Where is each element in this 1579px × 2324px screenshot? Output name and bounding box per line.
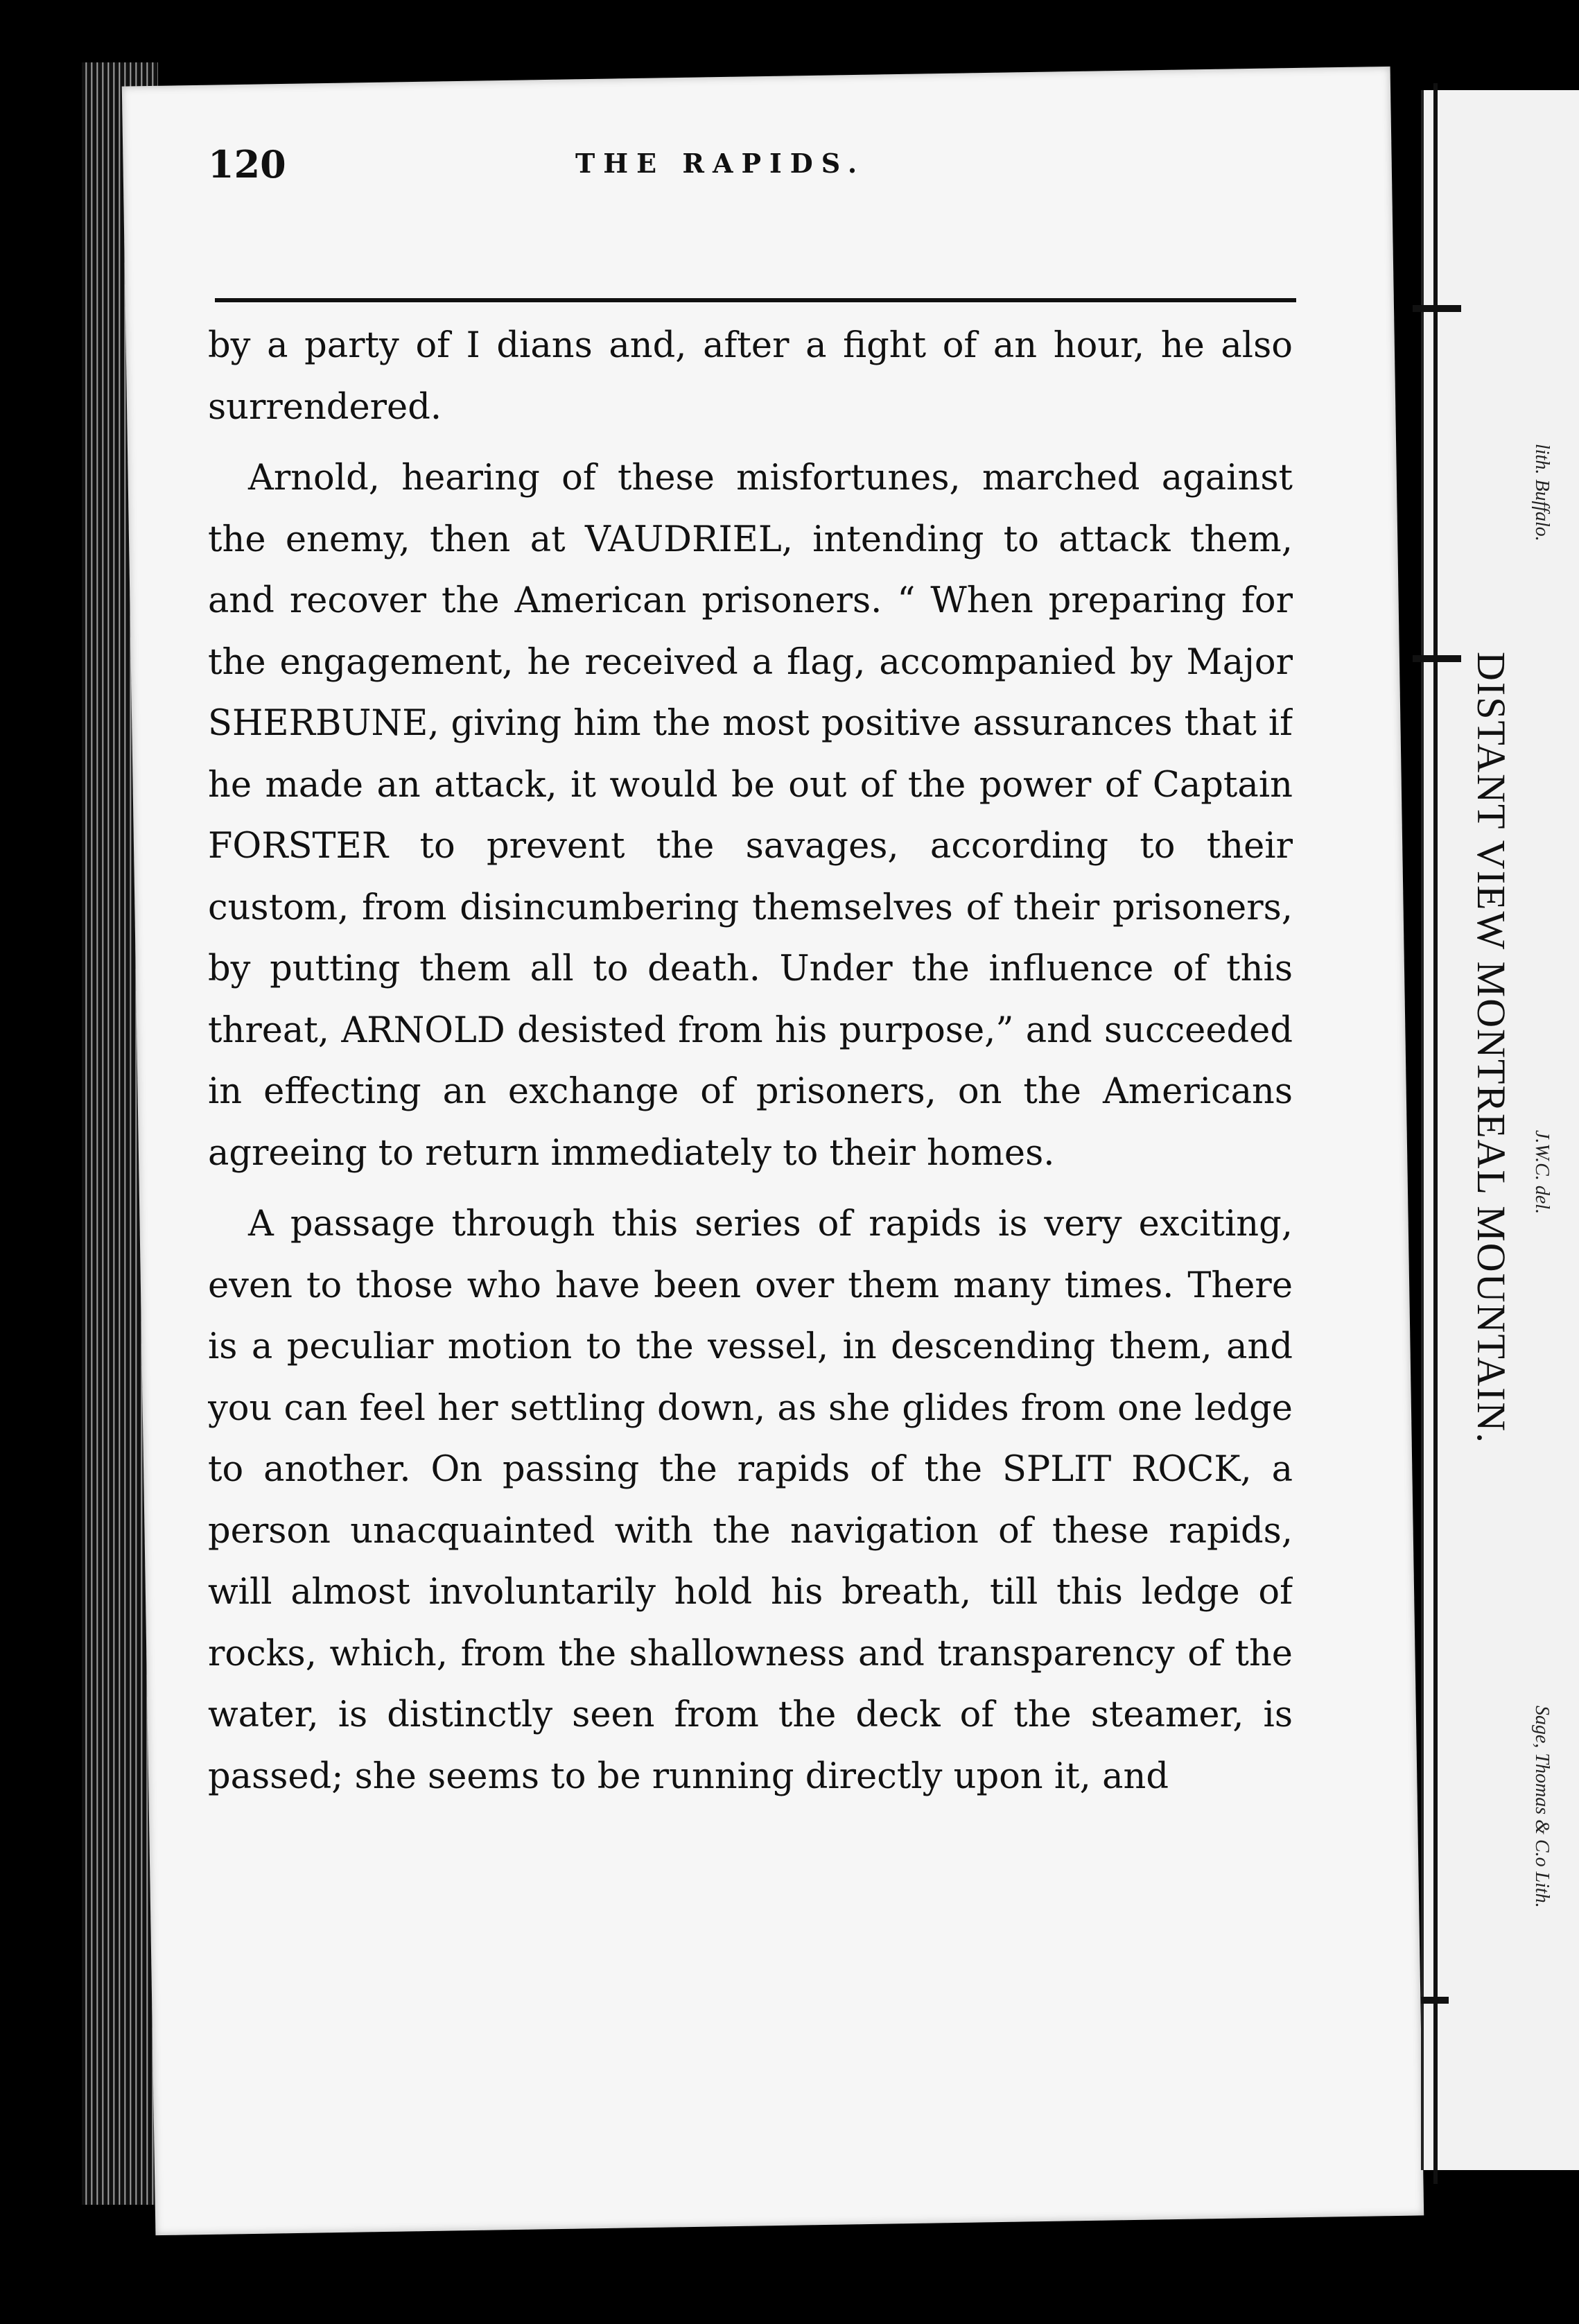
plate-printer-credit: Sage, Thomas & C.o Lith.	[1531, 1706, 1553, 1908]
plate-imprint: lith. Buffalo.	[1531, 444, 1553, 541]
plate-artist-credit: J.W.C. del.	[1531, 1130, 1553, 1215]
running-head: THE RAPIDS.	[575, 148, 866, 179]
header-rule	[215, 298, 1296, 302]
paragraph-1: by a party of I dians and, after a fight of an hour, he also surrendered.	[208, 325, 1293, 428]
plate-fold	[1433, 83, 1438, 2184]
page-header	[208, 142, 1296, 218]
page-number: 120	[208, 142, 286, 187]
plate-title: DISTANT VIEW MONTREAL MOUNTAIN.	[1469, 652, 1514, 1444]
fold-mark-top	[1413, 305, 1461, 312]
fold-mark-bottom	[1421, 1997, 1449, 2004]
body-text	[208, 315, 1293, 2090]
paragraph-2: Arnold, hearing of these misfortunes, marched against the enemy, then at VAUDRIEL, intending to attack them, and recover the American prisoners. “ When preparing for the engagement, he received a flag, accompanied by Major SHERBUNE, giving him the most positive assurances that if he made an attack, it would be out of the power of Captain FORSTER to prevent the savages, according to their custom, from disincumbering themselves of their prisoners, by putting them all to death. Under the influence of this threat, ARNOLD desisted from his purpose,” and succeeded in effecting an exchange of prisoners, on the Americans agreeing to return immediately to their homes.	[208, 458, 1293, 1174]
fold-mark-middle	[1413, 655, 1461, 662]
paragraph-3: A passage through this series of rapids is very exciting, even to those who have been over them many times. There is a peculiar motion to the vessel, in descending them, and you can feel her settling down, as she glides from one ledge to another. On passing the rapids of the SPLIT ROCK, a person unacquainted with the navigation of these rapids, will almost involuntarily hold his breath, till this ledge of rocks, which, from the shallowness and transparency of the water, is distinctly seen from the deck of the steamer, is passed; she seems to be running directly upon it, and	[208, 1204, 1293, 1797]
